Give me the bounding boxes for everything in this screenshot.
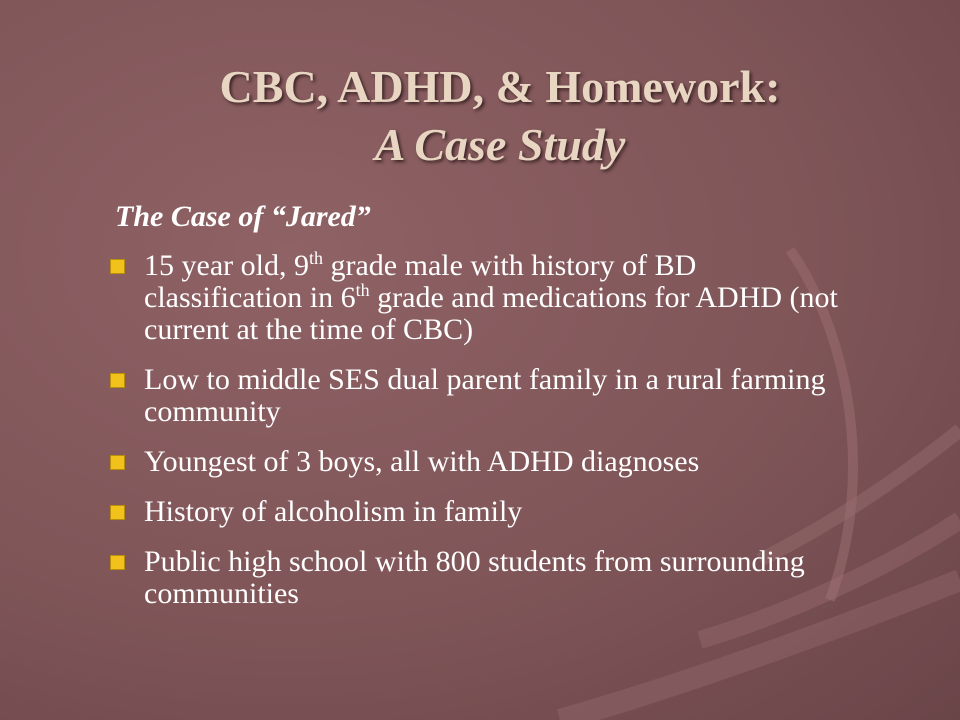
bullet-text-part: grade and medications for ADHD (not current at the time of CBC) — [144, 281, 838, 346]
bullet-text-part: 15 year old, 9 — [144, 249, 309, 282]
slide-title — [60, 58, 940, 174]
ordinal-superscript: th — [355, 280, 370, 300]
square-bullet-icon — [110, 373, 125, 388]
ordinal-superscript: th — [308, 248, 323, 268]
bullet-item — [108, 446, 848, 478]
square-bullet-icon — [110, 259, 125, 274]
case-heading: The Case of “Jared” — [115, 200, 371, 233]
bullet-item — [108, 250, 848, 346]
square-bullet-icon — [110, 455, 125, 470]
square-bullet-icon — [110, 555, 125, 570]
square-bullet-icon — [110, 505, 125, 520]
bullet-list — [108, 250, 848, 628]
bullet-text: History of alcoholism in family — [144, 495, 523, 528]
bullet-text: Low to middle SES dual parent family in a rural farming community — [144, 363, 826, 428]
title-main: CBC, ADHD, & Homework: — [219, 61, 781, 112]
bullet-item — [108, 364, 848, 428]
bullet-item — [108, 546, 848, 610]
bullet-text-part: grade male with history of BD classification in 6 — [144, 249, 697, 314]
title-subtitle: A Case Study — [374, 119, 626, 170]
bullet-text: Youngest of 3 boys, all with ADHD diagnoses — [144, 445, 700, 478]
bullet-item — [108, 496, 848, 528]
bullet-text: Public high school with 800 students from surrounding communities — [144, 545, 805, 610]
